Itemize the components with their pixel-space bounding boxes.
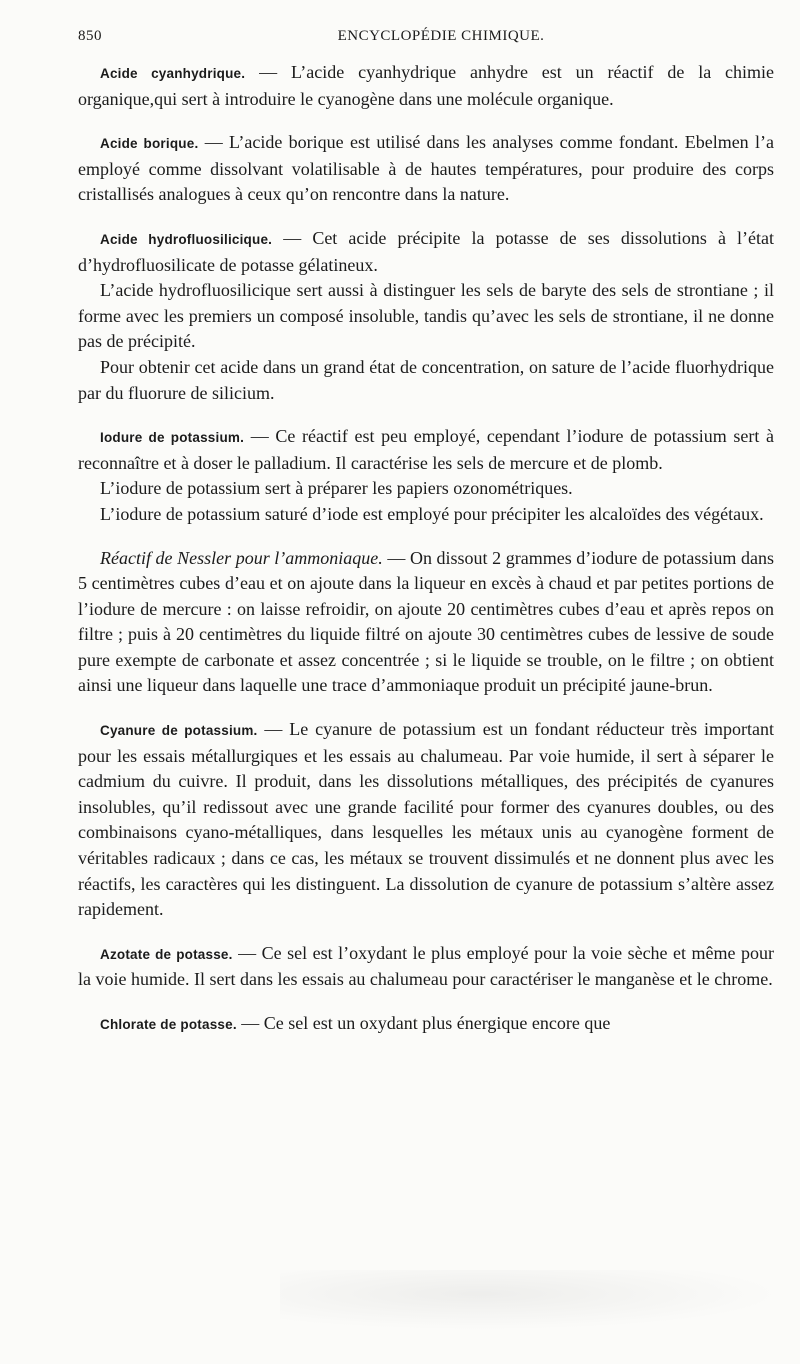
- running-title: ENCYCLOPÉDIE CHIMIQUE.: [337, 28, 545, 44]
- page-header: [78, 26, 774, 60]
- section-acide-cyanhydrique: Acide cyanhydrique. — L’acide cyanhydrique anhydre est un réactif de la chimie organique,qui sert à introduire le cyanogène dans une molécule organique.: [78, 62, 775, 109]
- paragraph-text: Cet acide précipite la potasse de ses dissolutions à l’état d’hydrofluosilicate de potasse gélatineux.: [78, 227, 775, 275]
- paragraph: Pour obtenir cet acide dans un grand état de concentration, on sature de l’acide fluorhydrique par du fluorure de silicium.: [78, 356, 774, 403]
- section-heading: Azotate de potasse.: [100, 946, 233, 962]
- paragraph-text: On dissout 2 grammes d’iodure de potassium dans 5 centimètres cubes d’eau et on ajoute dans la liqueur en excès à chaud et par petites portions de l’iodure de mercure : on laisse refroidir, on ajoute 20 centimètres cubes d’eau et après repos on filtre ; puis à 20 centimètres du liquide filtré on ajoute 30 centimètres cubes de lessive de soude pure exempte de carbonate et assez concentrée ; si le liquide se trouble, on le filtre ; on obtient ainsi une liqueur dans laquelle une trace d’ammoniaque produit un précipité jaune-brun.: [78, 547, 774, 696]
- section-heading: Acide hydrofluosilicique.: [100, 231, 273, 247]
- section-chlorate-de-potasse: Chlorate de potasse. — Ce sel est un oxydant plus énergique encore que: [100, 1013, 611, 1033]
- paragraph-text: Ce sel est un oxydant plus énergique encore que: [263, 1013, 611, 1033]
- section-azotate-de-potasse: Azotate de potasse. — Ce sel est l’oxydant le plus employé pour la voie sèche et même pour la voie humide. Il sert dans les essais au chalumeau pour caractériser le manganèse et le chrome.: [78, 942, 775, 990]
- page-number: 850: [78, 28, 102, 44]
- scan-smudge: [280, 1270, 780, 1330]
- section-iodure-de-potassium: Iodure de potassium. — Ce réactif est peu employé, cependant l’iodure de potassium sert à reconnaître et à doser le palladium. Il caractérise les sels de mercure et de plomb.: [78, 426, 775, 473]
- section-heading: Acide cyanhydrique.: [100, 66, 246, 81]
- section-reactif-de-nessler: Réactif de Nessler pour l’ammoniaque. — On dissout 2 grammes d’iodure de potassium dans 5 centimètres cubes d’eau et on ajoute dans la liqueur en excès à chaud et par petites portions de l’iodure de mercure : on laisse refroidir, on ajoute 20 centimètres cubes d’eau et après repos on filtre ; puis à 20 centimètres du liquide filtré on ajoute 30 centimètres cubes de lessive de soude pure exempte de carbonate et assez concentrée ; si le liquide se trouble, on le filtre ; on obtient ainsi une liqueur dans laquelle une trace d’ammoniaque produit un précipité jaune-brun.: [78, 547, 774, 696]
- section-heading: Iodure de potassium.: [100, 430, 245, 446]
- paragraph-text: Le cyanure de potassium est un fondant réducteur très important pour les essais métallurgiques et les essais au chalumeau. Par voie humide, il sert à séparer le cadmium du cuivre. Il produit, dans les dissolutions métalliques, des précipités de cyanures insolubles, qu’il redissout avec une grande facilité pour former des cyanures doubles, ou des combinaisons cyano-métalliques, dans lesquelles les métaux unis au cyanogène forment de véritables radicaux ; dans ce cas, les métaux se trouvent dissimulés et ne donnent plus avec les réactifs, les caractères qui les distinguent. La dissolution de cyanure de potassium s’altère assez rapidement.: [78, 719, 775, 920]
- paragraph-text: L’acide cyanhydrique anhydre est un réactif de la chimie organique,qui sert à introduire le cyanogène dans une molécule organique.: [78, 62, 775, 109]
- paragraph-text: L’acide borique est utilisé dans les analyses comme fondant. Ebelmen l’a employé comme dissolvant volatilisable à de hautes températures, pour produire des corps cristallisés analogues à ceux qu’on rencontre dans la nature.: [78, 132, 774, 205]
- section-heading: Réactif de Nessler pour l’ammoniaque.: [100, 547, 383, 568]
- section-acide-borique: Acide borique. — L’acide borique est utilisé dans les analyses comme fondant. Ebelmen l’a employé comme dissolvant volatilisable à de hautes températures, pour produire des corps cristallisés analogues à ceux qu’on rencontre dans la nature.: [78, 132, 774, 205]
- paragraph: L’acide hydrofluosilicique sert aussi à distinguer les sels de baryte des sels de strontiane ; il forme avec les premiers un composé insoluble, tandis qu’avec les sels de strontiane, il ne donne pas de précipité.: [78, 280, 774, 352]
- section-acide-hydrofluosilicique: Acide hydrofluosilicique. — Cet acide précipite la potasse de ses dissolutions à l’état d’hydrofluosilicate de potasse gélatineux.: [78, 227, 775, 275]
- section-heading: Cyanure de potassium.: [100, 723, 258, 739]
- section-heading: Chlorate de potasse.: [100, 1017, 237, 1032]
- section-cyanure-de-potassium: Cyanure de potassium. — Le cyanure de potassium est un fondant réducteur très important pour les essais métallurgiques et les essais au chalumeau. Par voie humide, il sert à séparer le cadmium du cuivre. Il produit, dans les dissolutions métalliques, des précipités de cyanures insolubles, qu’il redissout avec une grande facilité pour former des cyanures doubles, ou des combinaisons cyano-métalliques, dans lesquelles les métaux unis au cyanogène forment de véritables radicaux ; dans ce cas, les métaux se trouvent dissimulés et ne donnent plus avec les réactifs, les caractères qui les distinguent. La dissolution de cyanure de potassium s’altère assez rapidement.: [78, 719, 775, 920]
- paragraph: L’iodure de potassium sert à préparer les papiers ozonométriques.: [100, 478, 573, 499]
- paragraph-text: Ce sel est l’oxydant le plus employé pour la voie sèche et même pour la voie humide. Il sert dans les essais au chalumeau pour caractériser le manganèse et le chrome.: [78, 942, 775, 990]
- paragraph-text: Ce réactif est peu employé, cependant l’iodure de potassium sert à reconnaître et à doser le palladium. Il caractérise les sels de mercure et de plomb.: [78, 426, 775, 473]
- section-heading: Acide borique.: [100, 136, 199, 152]
- paragraph: L’iodure de potassium saturé d’iode est employé pour précipiter les alcaloïdes des végétaux.: [100, 503, 764, 524]
